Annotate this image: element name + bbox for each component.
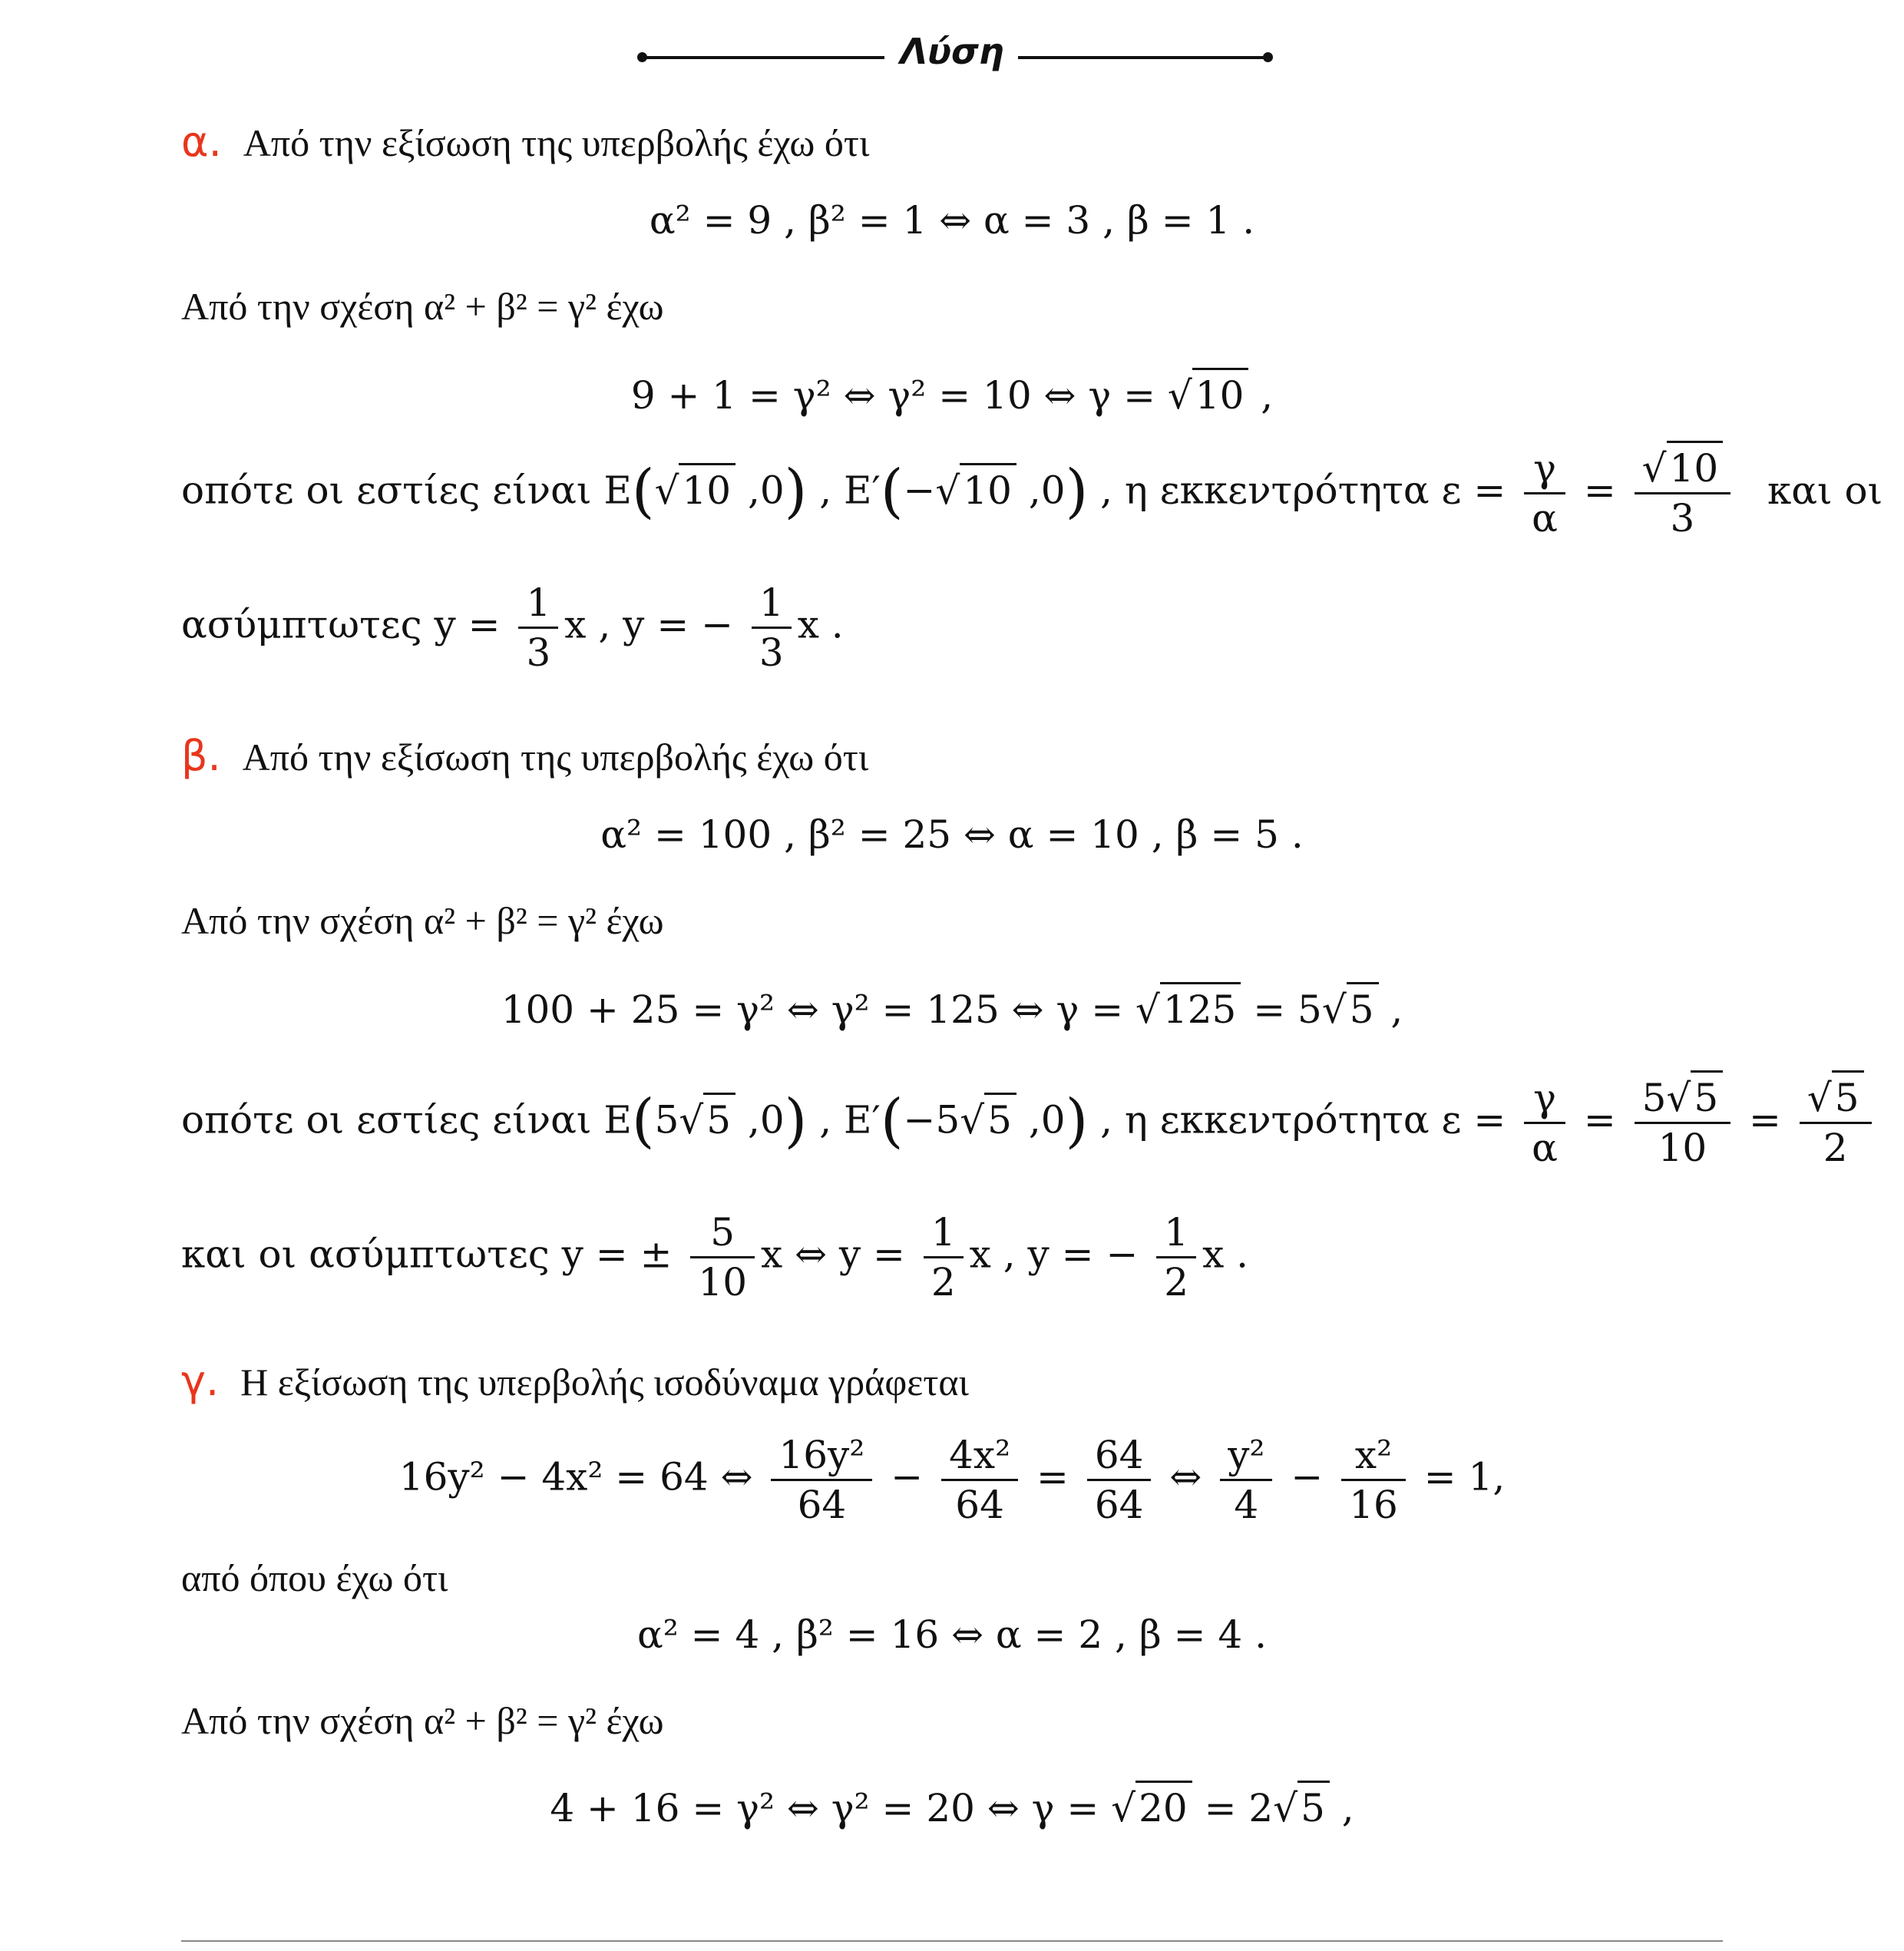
sqrt-10: √10 [935, 471, 1016, 510]
focus-e-prime: E′ [844, 468, 881, 513]
fraction-4x2-over-64: $\frac{\text{4x²}}{64}$ [941, 1436, 1018, 1524]
fraction-1-over-2: $\frac{1}{2}$ [924, 1213, 964, 1301]
focus-e-prime: E′ [844, 1097, 881, 1142]
part-c-marker: γ. [181, 1357, 220, 1405]
header-left-rule [642, 56, 884, 59]
part-a-relation: Από την σχέση α² + β² = γ² έχω [181, 285, 664, 328]
part-c-eq1-left: 16y² − 4x² = 64 ⇔ [398, 1454, 753, 1500]
part-a-asym-text: ασύμπτωτες y = [181, 602, 501, 647]
focus-e-prime-sign: − [903, 468, 936, 513]
fraction-1-over-3: $\frac{1}{3}$ [752, 584, 792, 672]
fraction-5-over-10: $\frac{5}{10}$ [690, 1213, 755, 1301]
part-b-eq2-mid: = 5 [1241, 987, 1322, 1032]
part-c-eq3-end: , [1329, 1786, 1354, 1830]
part-c-eq1-end: = 1, [1423, 1454, 1506, 1500]
part-b-asym-text: και οι ασύμπτωτες y = ± [181, 1232, 673, 1277]
focus-e-prime-rest: ,0 [1016, 1097, 1066, 1142]
part-b-intro-line [181, 732, 869, 780]
focus-e-prime-rest: ,0 [1016, 468, 1066, 513]
part-a-eq2 [0, 373, 1904, 418]
focus-e: E [603, 468, 632, 513]
fraction-1-over-3: $\frac{1}{3}$ [518, 584, 558, 672]
part-a-asym-mid: x , y = − [564, 602, 733, 647]
focus-e-prime-coef: −5 [903, 1097, 960, 1142]
header-right-dot [1263, 52, 1273, 62]
part-b-ecc-text: , η εκκεντρότητα ε = [1100, 1097, 1506, 1142]
fraction-1-over-2: $\frac{1}{2}$ [1156, 1213, 1196, 1301]
part-c-eq3 [0, 1786, 1904, 1830]
part-a-foci-text: οπότε οι εστίες είναι [181, 468, 592, 513]
part-a-eq1: α² = 9 , β² = 1 ⇔ α = 3 , β = 1 . [649, 198, 1255, 243]
section-header [0, 31, 1904, 84]
part-c-where: από όπου έχω ότι [181, 1556, 448, 1599]
paren-open: ( [631, 456, 655, 525]
fraction-sqrt5-over-2: $\frac{√5}{2}$ [1800, 1079, 1872, 1167]
part-a-eq2-left: 9 + 1 = γ² ⇔ γ² = 10 ⇔ γ = [630, 373, 1168, 418]
fraction-gamma-alpha: $\frac{\gamma}{\alpha}$ [1524, 1079, 1565, 1167]
part-a-asym-end: x . [797, 602, 844, 647]
fraction-y2-over-4: $\frac{\text{y²}}{4}$ [1220, 1436, 1272, 1524]
sqrt-5: √5 [1666, 1079, 1723, 1117]
part-a-intro-line [181, 117, 870, 166]
part-b-foci-text: οπότε οι εστίες είναι [181, 1097, 592, 1142]
part-c-intro-line [181, 1357, 969, 1405]
sqrt-5: √5 [1273, 1789, 1330, 1827]
part-a-intro: Από την εξίσωση της υπερβολής έχω ότι [243, 121, 870, 164]
part-c-eq1: 16y² − 4x² = 64 ⇔ $\frac{\text{16y²}}{64}$ − $\frac{\text{4x²}}{64}$ = $\frac{64}{64}$ ⇔ $\frac{\text{y²}}{4}$ − $\frac{\text{x²}}{16}$ = 1, [398, 1433, 1506, 1527]
paren-close: ) [1065, 1086, 1089, 1155]
fraction-sqrt10-over-3: $\frac{√10}{3}$ [1635, 449, 1731, 537]
sqrt-10: √10 [1642, 449, 1724, 488]
part-b-foci-line: οπότε οι εστίες είναι E(5√5 ,0) , E′(−5√5 ,0) , η εκκεντρότητα ε = $\frac{\gamma}{\alpha}$ = $\frac{5√5}{10}$ = $\frac{√5}{2}$ [181, 1079, 1878, 1167]
sqrt-5: √5 [1322, 990, 1379, 1029]
focus-e-coef: 5 [654, 1097, 679, 1142]
part-b-asym-mid1: x ⇔ y = [761, 1232, 905, 1277]
sqrt-10: √10 [1168, 376, 1249, 415]
header-right-rule [1018, 56, 1267, 59]
fraction-gamma-alpha: $\frac{\gamma}{\alpha}$ [1524, 449, 1565, 537]
part-b-eq2 [0, 987, 1904, 1032]
part-b-marker: β. [181, 732, 221, 780]
part-c-eq3-mid: = 2 [1192, 1786, 1274, 1830]
footer-rule [181, 1940, 1723, 1942]
paren-close: ) [1065, 456, 1089, 525]
paren-close: ) [784, 1086, 808, 1155]
header-title: Λύση [900, 31, 1004, 72]
part-b-asymptotes [181, 1210, 1249, 1305]
part-b-asym-end: x . [1202, 1232, 1249, 1277]
paren-open: ( [631, 1086, 655, 1155]
part-c-eq3-left: 4 + 16 = γ² ⇔ γ² = 20 ⇔ γ = [550, 1786, 1112, 1830]
part-a-eq2-end: , [1248, 373, 1274, 418]
paren-open: ( [880, 1086, 904, 1155]
sqrt-5: √5 [960, 1101, 1016, 1139]
fraction-5sqrt5-over-10: $\frac{5√5}{10}$ [1635, 1079, 1731, 1167]
part-a-foci-line: οπότε οι εστίες είναι E(√10 ,0) , E′(−√10 ,0) , η εκκεντρότητα ε = $\frac{\gamma}{\alpha}$ = $\frac{√10}{3}$ και οι [181, 449, 1883, 537]
focus-e-rest: ,0 [735, 468, 785, 513]
part-c-relation: Από την σχέση α² + β² = γ² έχω [181, 1699, 664, 1742]
sqrt-10: √10 [655, 471, 736, 510]
sqrt-125: √125 [1135, 990, 1241, 1029]
part-c-eq2: α² = 4 , β² = 16 ⇔ α = 2 , β = 4 . [636, 1612, 1268, 1657]
part-a-ecc-text: , η εκκεντρότητα ε = [1100, 468, 1506, 513]
part-b-eq2-left: 100 + 25 = γ² ⇔ γ² = 125 ⇔ γ = [501, 987, 1136, 1032]
fraction-64-over-64: $\frac{64}{64}$ [1087, 1436, 1152, 1524]
paren-close: ) [784, 456, 808, 525]
sqrt-5: √5 [1807, 1079, 1864, 1117]
part-a-marker: α. [181, 117, 222, 166]
focus-e: E [603, 1097, 632, 1142]
sqrt-20: √20 [1111, 1789, 1192, 1827]
part-b-eq1: α² = 100 , β² = 25 ⇔ α = 10 , β = 5 . [600, 812, 1304, 857]
part-a-and-text: και οι [1767, 468, 1883, 513]
fraction-16y2-over-64: $\frac{\text{16y²}}{64}$ [771, 1436, 872, 1524]
part-b-intro: Από την εξίσωση της υπερβολής έχω ότι [242, 736, 869, 779]
paren-open: ( [880, 456, 904, 525]
part-b-eq2-end: , [1378, 987, 1403, 1032]
part-b-asym-mid2: x , y = − [969, 1232, 1139, 1277]
part-b-relation: Από την σχέση α² + β² = γ² έχω [181, 899, 664, 942]
focus-e-rest: ,0 [735, 1097, 785, 1142]
part-a-asymptotes [181, 580, 844, 675]
part-c-intro: Η εξίσωση της υπερβολής ισοδύναμα γράφεται [240, 1361, 969, 1404]
fraction-x2-over-16: $\frac{\text{x²}}{16}$ [1341, 1436, 1406, 1524]
sqrt-5: √5 [679, 1101, 735, 1139]
